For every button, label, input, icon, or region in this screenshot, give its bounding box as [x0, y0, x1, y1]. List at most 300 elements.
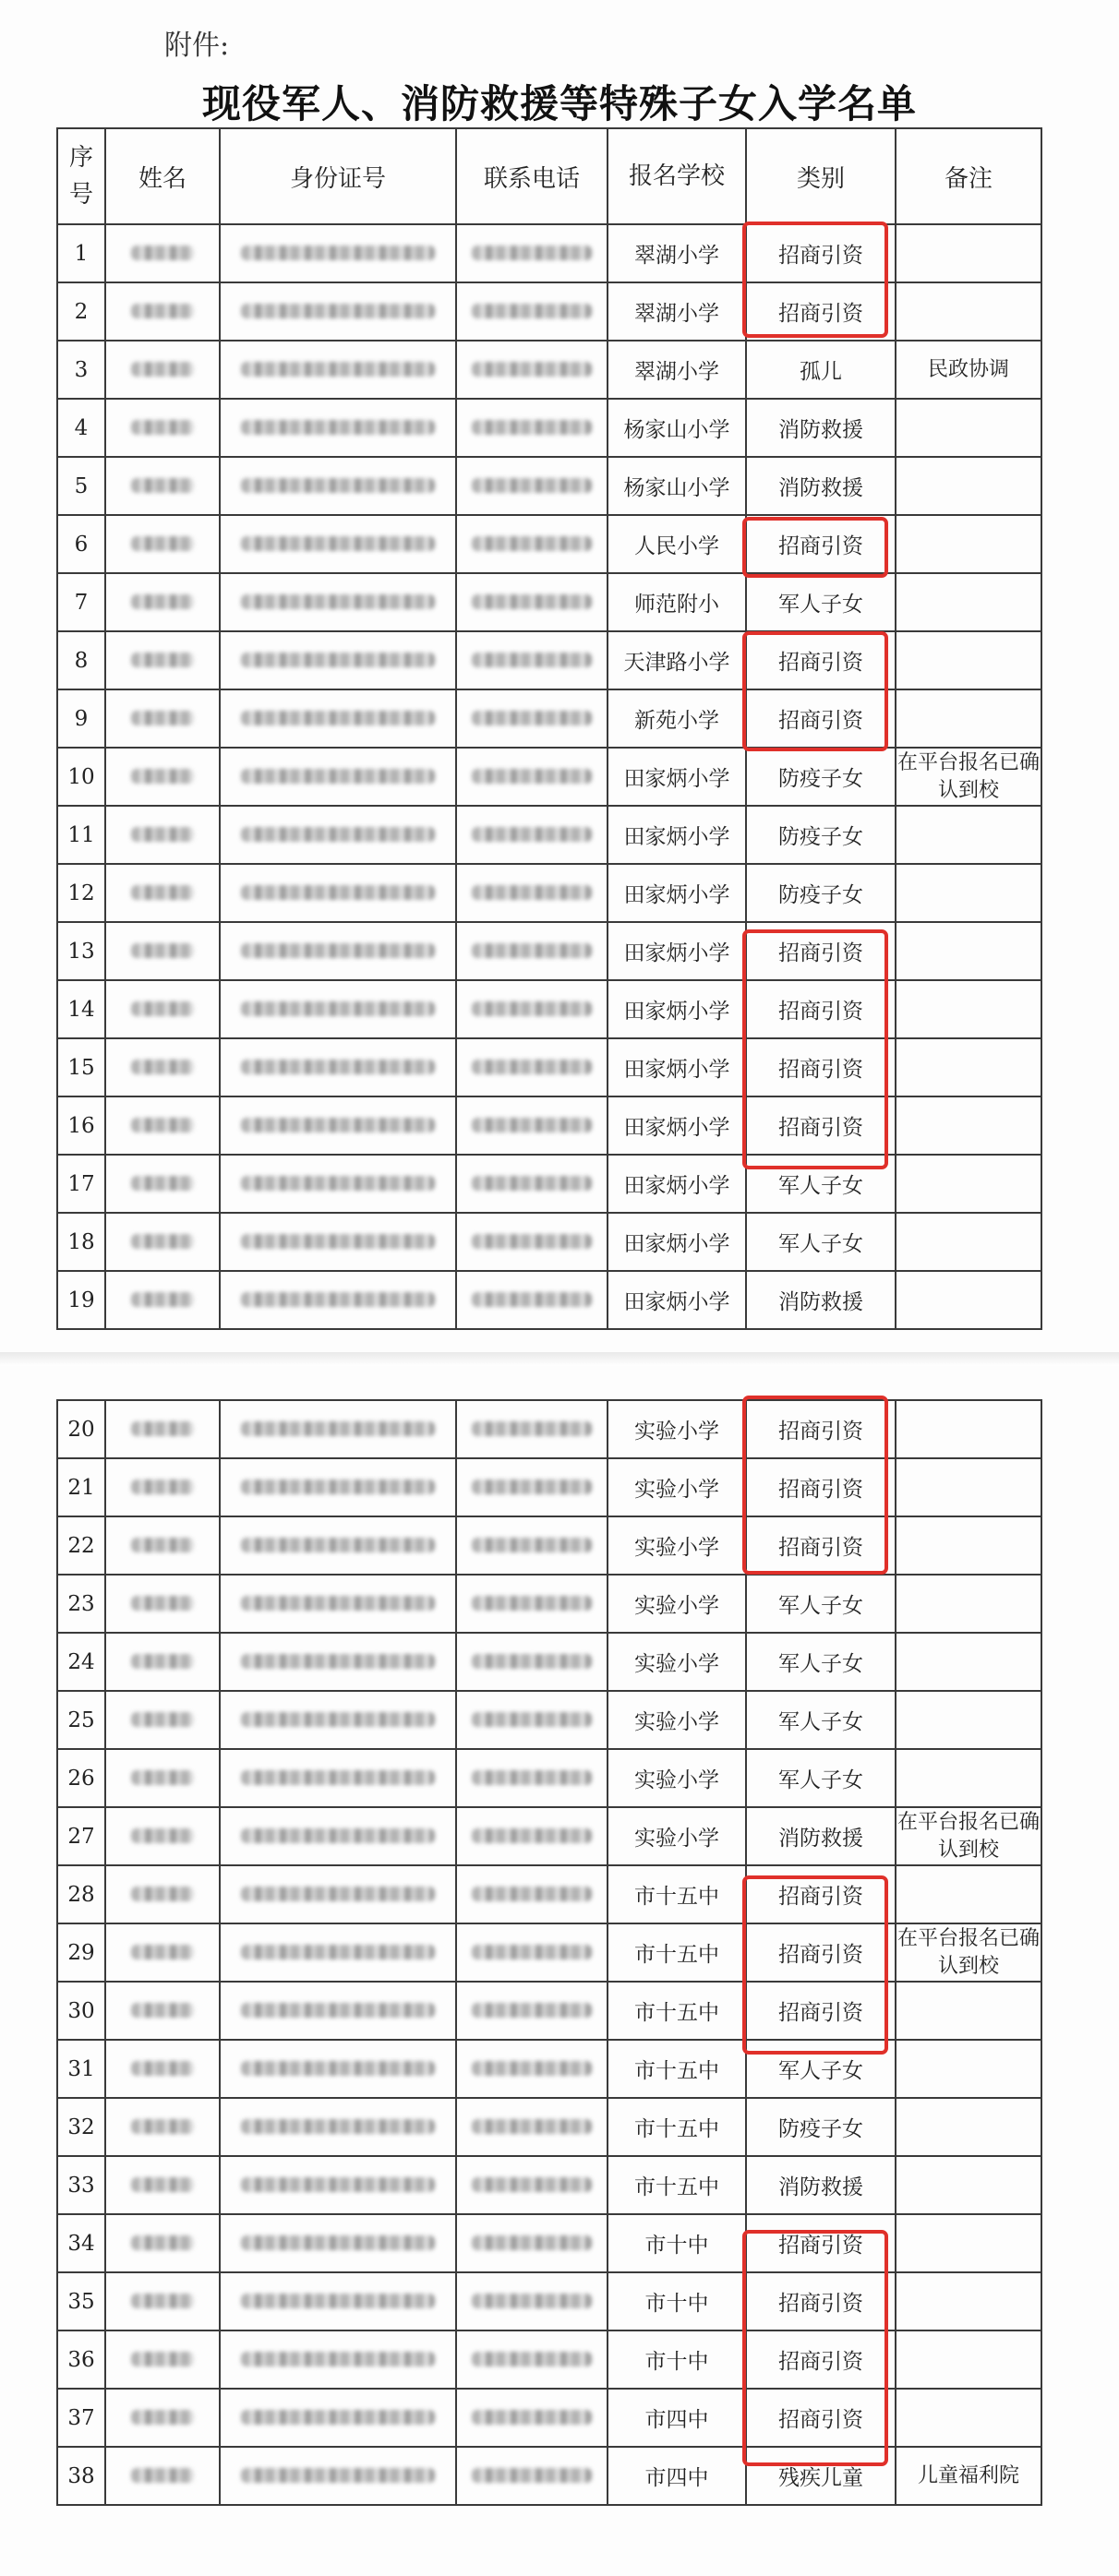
name-cell — [105, 2214, 220, 2272]
id-number-cell — [220, 1865, 456, 1923]
redacted-value — [241, 1887, 435, 1901]
phone-cell — [456, 748, 608, 806]
redacted-value — [131, 827, 194, 842]
school-cell: 市十中 — [608, 2272, 746, 2330]
redacted-value — [472, 2410, 592, 2425]
id-number-cell — [220, 1155, 456, 1213]
table-row — [57, 980, 1041, 1038]
phone-cell — [456, 1096, 608, 1155]
remark-cell: 在平台报名已确认到校 — [896, 1923, 1041, 1982]
seq-cell: 19 — [57, 1271, 105, 1329]
phone-cell — [456, 2389, 608, 2447]
remark-cell — [896, 1749, 1041, 1807]
redacted-value — [241, 1480, 435, 1494]
phone-cell — [456, 1749, 608, 1807]
redacted-value — [131, 1538, 194, 1552]
seq-cell: 8 — [57, 631, 105, 689]
id-number-cell — [220, 1575, 456, 1633]
redacted-value — [472, 1945, 592, 1959]
table-row — [57, 806, 1041, 864]
category-cell: 残疾儿童 — [746, 2447, 896, 2505]
school-cell: 市十五中 — [608, 1982, 746, 2040]
redacted-value — [241, 1060, 435, 1074]
redacted-value — [241, 1945, 435, 1959]
name-cell — [105, 2447, 220, 2505]
category-cell: 军人子女 — [746, 1213, 896, 1271]
redacted-value — [472, 478, 592, 493]
category-cell: 防疫子女 — [746, 806, 896, 864]
header-category: 类别 — [746, 128, 896, 224]
seq-cell: 35 — [57, 2272, 105, 2330]
name-cell — [105, 1458, 220, 1516]
seq-cell: 3 — [57, 341, 105, 399]
redacted-value — [472, 1292, 592, 1307]
phone-cell — [456, 1213, 608, 1271]
school-cell: 杨家山小学 — [608, 399, 746, 457]
remark-cell — [896, 2330, 1041, 2389]
redacted-value — [472, 1234, 592, 1249]
remark-cell — [896, 1691, 1041, 1749]
redacted-value — [241, 711, 435, 725]
redacted-value — [131, 769, 194, 784]
remark-cell — [896, 573, 1041, 631]
school-cell: 实验小学 — [608, 1633, 746, 1691]
table-row — [57, 2330, 1041, 2389]
seq-cell: 37 — [57, 2389, 105, 2447]
redacted-value — [131, 1118, 194, 1132]
id-number-cell — [220, 1213, 456, 1271]
redacted-value — [241, 536, 435, 551]
name-cell — [105, 2156, 220, 2214]
redacted-value — [131, 943, 194, 958]
phone-cell — [456, 1575, 608, 1633]
redacted-value — [241, 1596, 435, 1611]
id-number-cell — [220, 1923, 456, 1982]
id-number-cell — [220, 631, 456, 689]
id-number-cell — [220, 1038, 456, 1096]
phone-cell — [456, 1923, 608, 1982]
name-cell — [105, 1038, 220, 1096]
remark-cell — [896, 1155, 1041, 1213]
category-cell: 招商引资 — [746, 224, 896, 282]
school-cell: 田家炳小学 — [608, 864, 746, 922]
name-cell — [105, 1516, 220, 1575]
category-cell: 军人子女 — [746, 573, 896, 631]
redacted-value — [241, 1828, 435, 1843]
name-cell — [105, 1096, 220, 1155]
name-cell — [105, 1400, 220, 1458]
seq-cell: 10 — [57, 748, 105, 806]
school-cell: 翠湖小学 — [608, 224, 746, 282]
redacted-value — [472, 1001, 592, 1016]
id-number-cell — [220, 2330, 456, 2389]
school-cell: 市十中 — [608, 2214, 746, 2272]
phone-cell — [456, 922, 608, 980]
id-number-cell — [220, 1749, 456, 1807]
id-number-cell — [220, 1096, 456, 1155]
redacted-value — [241, 304, 435, 318]
redacted-value — [131, 2119, 194, 2134]
redacted-value — [472, 2061, 592, 2076]
category-cell: 军人子女 — [746, 1749, 896, 1807]
redacted-value — [131, 1001, 194, 1016]
redacted-value — [472, 536, 592, 551]
category-cell: 消防救援 — [746, 2156, 896, 2214]
table-row — [57, 1865, 1041, 1923]
redacted-value — [472, 1480, 592, 1494]
table-body-page-1 — [57, 224, 1041, 1329]
school-cell: 田家炳小学 — [608, 806, 746, 864]
header-name: 姓名 — [105, 128, 220, 224]
seq-cell: 24 — [57, 1633, 105, 1691]
phone-cell — [456, 1271, 608, 1329]
seq-cell: 4 — [57, 399, 105, 457]
redacted-value — [131, 1596, 194, 1611]
remark-cell — [896, 980, 1041, 1038]
name-cell — [105, 1982, 220, 2040]
id-number-cell — [220, 806, 456, 864]
redacted-value — [472, 2352, 592, 2366]
redacted-value — [472, 2235, 592, 2250]
redacted-value — [131, 1176, 194, 1191]
name-cell — [105, 631, 220, 689]
name-cell — [105, 1213, 220, 1271]
seq-cell: 29 — [57, 1923, 105, 1982]
id-number-cell — [220, 1982, 456, 2040]
table-row — [57, 2040, 1041, 2098]
id-number-cell — [220, 1271, 456, 1329]
school-cell: 田家炳小学 — [608, 1038, 746, 1096]
phone-cell — [456, 515, 608, 573]
category-cell: 招商引资 — [746, 631, 896, 689]
remark-cell — [896, 1038, 1041, 1096]
table-row — [57, 1213, 1041, 1271]
category-cell: 招商引资 — [746, 515, 896, 573]
category-cell: 消防救援 — [746, 1807, 896, 1865]
remark-cell — [896, 399, 1041, 457]
school-cell: 田家炳小学 — [608, 1271, 746, 1329]
name-cell — [105, 2330, 220, 2389]
id-number-cell — [220, 2389, 456, 2447]
table-row — [57, 224, 1041, 282]
id-number-cell — [220, 2098, 456, 2156]
table-row — [57, 1982, 1041, 2040]
category-cell: 招商引资 — [746, 2272, 896, 2330]
seq-cell: 17 — [57, 1155, 105, 1213]
category-cell: 招商引资 — [746, 1096, 896, 1155]
redacted-value — [472, 2003, 592, 2018]
phone-cell — [456, 631, 608, 689]
category-cell: 招商引资 — [746, 282, 896, 341]
name-cell — [105, 806, 220, 864]
school-cell: 市四中 — [608, 2447, 746, 2505]
phone-cell — [456, 2447, 608, 2505]
category-cell: 防疫子女 — [746, 2098, 896, 2156]
id-number-cell — [220, 922, 456, 980]
school-cell: 市十五中 — [608, 1923, 746, 1982]
id-number-cell — [220, 2272, 456, 2330]
category-cell: 招商引资 — [746, 689, 896, 748]
redacted-value — [472, 594, 592, 609]
seq-cell: 27 — [57, 1807, 105, 1865]
table-row — [57, 1038, 1041, 1096]
id-number-cell — [220, 515, 456, 573]
name-cell — [105, 864, 220, 922]
seq-cell: 13 — [57, 922, 105, 980]
remark-cell — [896, 2389, 1041, 2447]
school-cell: 杨家山小学 — [608, 457, 746, 515]
enrollment-table-page-2 — [56, 1399, 1042, 2506]
remark-cell — [896, 2040, 1041, 2098]
enrollment-table-page-1 — [56, 127, 1042, 1330]
id-number-cell — [220, 1807, 456, 1865]
redacted-value — [241, 1654, 435, 1669]
table-row — [57, 689, 1041, 748]
remark-cell — [896, 2272, 1041, 2330]
name-cell — [105, 515, 220, 573]
category-cell: 招商引资 — [746, 1865, 896, 1923]
table-row — [57, 2272, 1041, 2330]
redacted-value — [472, 885, 592, 900]
table-body-page-2 — [57, 1400, 1041, 2505]
name-cell — [105, 573, 220, 631]
phone-cell — [456, 1038, 608, 1096]
seq-cell: 18 — [57, 1213, 105, 1271]
table-row — [57, 1807, 1041, 1865]
table-row — [57, 573, 1041, 631]
remark-cell — [896, 1271, 1041, 1329]
redacted-value — [131, 1770, 194, 1785]
name-cell — [105, 224, 220, 282]
table-row — [57, 2389, 1041, 2447]
table-row — [57, 1096, 1041, 1155]
table-row — [57, 1400, 1041, 1458]
category-cell: 招商引资 — [746, 2389, 896, 2447]
seq-cell: 7 — [57, 573, 105, 631]
phone-cell — [456, 980, 608, 1038]
redacted-value — [472, 653, 592, 667]
category-cell: 消防救援 — [746, 1271, 896, 1329]
redacted-value — [472, 1118, 592, 1132]
school-cell: 市十五中 — [608, 1865, 746, 1923]
redacted-value — [472, 769, 592, 784]
name-cell — [105, 2098, 220, 2156]
table-row — [57, 1458, 1041, 1516]
remark-cell: 儿童福利院 — [896, 2447, 1041, 2505]
redacted-value — [472, 304, 592, 318]
redacted-value — [131, 711, 194, 725]
redacted-value — [131, 1292, 194, 1307]
table-row — [57, 1691, 1041, 1749]
category-cell: 招商引资 — [746, 1982, 896, 2040]
name-cell — [105, 2040, 220, 2098]
redacted-value — [131, 1060, 194, 1074]
phone-cell — [456, 1691, 608, 1749]
seq-cell: 5 — [57, 457, 105, 515]
seq-cell: 9 — [57, 689, 105, 748]
seq-cell: 28 — [57, 1865, 105, 1923]
redacted-value — [131, 653, 194, 667]
school-cell: 天津路小学 — [608, 631, 746, 689]
table-row — [57, 282, 1041, 341]
school-cell: 人民小学 — [608, 515, 746, 573]
table-row — [57, 1271, 1041, 1329]
phone-cell — [456, 1458, 608, 1516]
category-cell: 招商引资 — [746, 1516, 896, 1575]
redacted-value — [241, 827, 435, 842]
school-cell: 田家炳小学 — [608, 1155, 746, 1213]
table-row — [57, 748, 1041, 806]
page-separator — [0, 1352, 1119, 1366]
id-number-cell — [220, 282, 456, 341]
redacted-value — [131, 2352, 194, 2366]
redacted-value — [131, 1828, 194, 1843]
school-cell: 实验小学 — [608, 1458, 746, 1516]
redacted-value — [241, 594, 435, 609]
redacted-value — [131, 420, 194, 435]
remark-cell — [896, 1865, 1041, 1923]
seq-cell: 1 — [57, 224, 105, 282]
redacted-value — [131, 594, 194, 609]
table-row — [57, 1575, 1041, 1633]
name-cell — [105, 1575, 220, 1633]
school-cell: 田家炳小学 — [608, 748, 746, 806]
redacted-value — [241, 1118, 435, 1132]
redacted-value — [472, 1596, 592, 1611]
table-row — [57, 341, 1041, 399]
redacted-value — [241, 1176, 435, 1191]
redacted-value — [472, 2119, 592, 2134]
redacted-value — [241, 943, 435, 958]
id-number-cell — [220, 457, 456, 515]
phone-cell — [456, 689, 608, 748]
category-cell: 孤儿 — [746, 341, 896, 399]
redacted-value — [131, 2235, 194, 2250]
phone-cell — [456, 1400, 608, 1458]
id-number-cell — [220, 1458, 456, 1516]
table-row — [57, 1923, 1041, 1982]
redacted-value — [472, 2177, 592, 2192]
remark-cell — [896, 1516, 1041, 1575]
remark-cell — [896, 1458, 1041, 1516]
redacted-value — [241, 2119, 435, 2134]
school-cell: 师范附小 — [608, 573, 746, 631]
school-cell: 市四中 — [608, 2389, 746, 2447]
table-row — [57, 2214, 1041, 2272]
remark-cell — [896, 1096, 1041, 1155]
seq-cell: 30 — [57, 1982, 105, 2040]
phone-cell — [456, 282, 608, 341]
remark-cell — [896, 2156, 1041, 2214]
phone-cell — [456, 1807, 608, 1865]
redacted-value — [131, 304, 194, 318]
name-cell — [105, 1807, 220, 1865]
seq-cell: 21 — [57, 1458, 105, 1516]
redacted-value — [131, 478, 194, 493]
phone-cell — [456, 573, 608, 631]
header-school: 报名学校 — [608, 128, 746, 224]
redacted-value — [131, 885, 194, 900]
school-cell: 翠湖小学 — [608, 341, 746, 399]
redacted-value — [241, 2061, 435, 2076]
name-cell — [105, 1923, 220, 1982]
attachment-label: 附件: — [164, 30, 230, 62]
table-row — [57, 2156, 1041, 2214]
redacted-value — [472, 1538, 592, 1552]
remark-cell — [896, 457, 1041, 515]
name-cell — [105, 1865, 220, 1923]
redacted-value — [241, 1770, 435, 1785]
seq-cell: 33 — [57, 2156, 105, 2214]
phone-cell — [456, 1633, 608, 1691]
redacted-value — [131, 1945, 194, 1959]
phone-cell — [456, 1155, 608, 1213]
category-cell: 消防救援 — [746, 399, 896, 457]
id-number-cell — [220, 864, 456, 922]
remark-cell — [896, 689, 1041, 748]
redacted-value — [472, 1712, 592, 1727]
name-cell — [105, 457, 220, 515]
id-number-cell — [220, 2156, 456, 2214]
redacted-value — [472, 420, 592, 435]
seq-cell: 23 — [57, 1575, 105, 1633]
id-number-cell — [220, 689, 456, 748]
redacted-value — [241, 2177, 435, 2192]
school-cell: 田家炳小学 — [608, 1096, 746, 1155]
table-row — [57, 515, 1041, 573]
id-number-cell — [220, 2040, 456, 2098]
id-number-cell — [220, 1400, 456, 1458]
phone-cell — [456, 1516, 608, 1575]
remark-cell — [896, 864, 1041, 922]
redacted-value — [241, 1421, 435, 1436]
table-row — [57, 1633, 1041, 1691]
phone-cell — [456, 224, 608, 282]
phone-cell — [456, 864, 608, 922]
name-cell — [105, 341, 220, 399]
name-cell — [105, 399, 220, 457]
redacted-value — [472, 1176, 592, 1191]
category-cell: 招商引资 — [746, 922, 896, 980]
school-cell: 田家炳小学 — [608, 922, 746, 980]
name-cell — [105, 1633, 220, 1691]
redacted-value — [241, 1001, 435, 1016]
redacted-value — [131, 1712, 194, 1727]
table-row — [57, 2447, 1041, 2505]
seq-cell: 26 — [57, 1749, 105, 1807]
category-cell: 消防救援 — [746, 457, 896, 515]
name-cell — [105, 1749, 220, 1807]
seq-cell: 32 — [57, 2098, 105, 2156]
redacted-value — [131, 2468, 194, 2483]
remark-cell — [896, 1400, 1041, 1458]
header-id: 身份证号 — [220, 128, 456, 224]
school-cell: 市十五中 — [608, 2040, 746, 2098]
name-cell — [105, 1691, 220, 1749]
category-cell: 军人子女 — [746, 1575, 896, 1633]
phone-cell — [456, 806, 608, 864]
remark-cell — [896, 282, 1041, 341]
id-number-cell — [220, 1691, 456, 1749]
id-number-cell — [220, 1633, 456, 1691]
redacted-value — [131, 1421, 194, 1436]
table-row — [57, 399, 1041, 457]
remark-cell — [896, 1575, 1041, 1633]
redacted-value — [472, 1421, 592, 1436]
redacted-value — [131, 2003, 194, 2018]
redacted-value — [131, 2061, 194, 2076]
phone-cell — [456, 2098, 608, 2156]
